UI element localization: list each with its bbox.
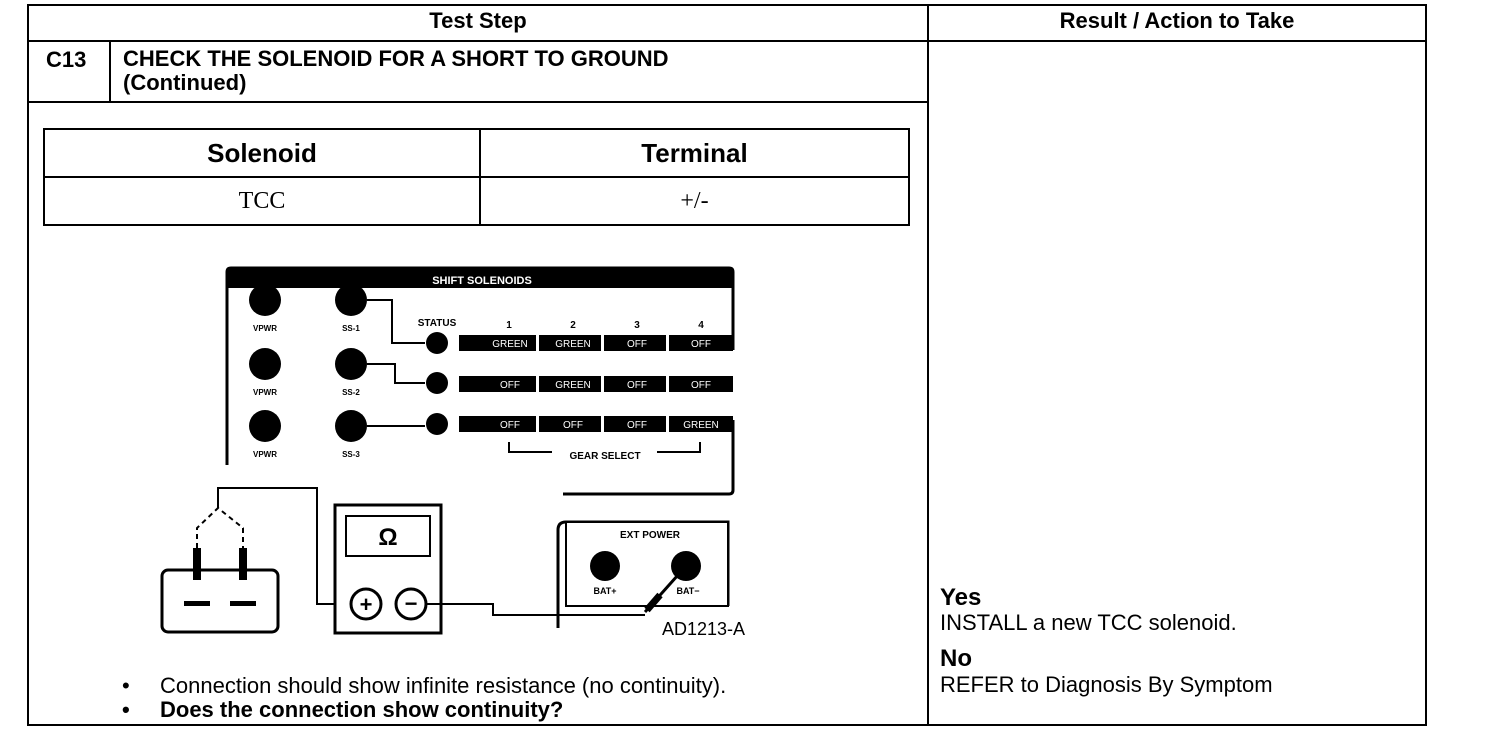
state-row-2 (459, 376, 733, 392)
step-title-line2: (Continued) (123, 70, 247, 95)
state-cell: OFF (691, 339, 711, 350)
vpwr-jack-1[interactable] (249, 284, 281, 316)
ss-label: SS-1 (342, 324, 360, 333)
state-cell: OFF (627, 420, 647, 431)
state-cell: OFF (500, 380, 520, 391)
status-led-2 (426, 372, 448, 394)
cell-terminal: +/- (480, 177, 909, 225)
solenoid-connector (162, 570, 278, 632)
vpwr-jack-2[interactable] (249, 348, 281, 380)
state-cell: GREEN (683, 420, 719, 431)
state-cell: GREEN (492, 339, 528, 350)
ss-label: SS-2 (342, 388, 360, 397)
plus-icon: + (359, 592, 373, 617)
ss1-jack[interactable] (335, 284, 367, 316)
bullet-item-1: • Connection should show infinite resistance (no continuity). (122, 673, 727, 698)
probe-left[interactable] (193, 548, 201, 580)
vpwr-jack-3[interactable] (249, 410, 281, 442)
bullet-text: Does the connection show continuity? (160, 697, 564, 722)
step-code: C13 (46, 47, 87, 72)
minus-icon: − (404, 591, 418, 616)
vpwr-label: VPWR (253, 388, 277, 397)
figure-id: AD1213-A (662, 619, 746, 639)
bat-minus-label: BAT− (676, 586, 700, 596)
ss-label: SS-3 (342, 450, 360, 459)
result-no-text: REFER to Diagnosis By Symptom (940, 672, 1273, 697)
state-cell: OFF (627, 380, 647, 391)
ss2-jack[interactable] (335, 348, 367, 380)
gear-number: 2 (570, 320, 576, 331)
status-led-3 (426, 413, 448, 435)
panel-title: SHIFT SOLENOIDS (432, 275, 532, 287)
cell-solenoid: TCC (44, 177, 480, 225)
bat-plus-jack[interactable] (590, 551, 620, 581)
state-cell: OFF (563, 420, 583, 431)
step-title-line1: CHECK THE SOLENOID FOR A SHORT TO GROUND (123, 46, 669, 71)
gear-select-label: GEAR SELECT (569, 451, 641, 462)
gear-number: 3 (634, 320, 640, 331)
vpwr-label: VPWR (253, 324, 277, 333)
col-header-solenoid: Solenoid (44, 129, 480, 177)
result-no-label: No (940, 645, 972, 672)
gear-number: 1 (506, 320, 512, 331)
ext-power-label: EXT POWER (619, 530, 681, 541)
gear-number: 4 (698, 320, 704, 331)
state-cell: OFF (627, 339, 647, 350)
ss3-jack[interactable] (335, 410, 367, 442)
status-led-1 (426, 332, 448, 354)
header-result-action: Result / Action to Take (1059, 8, 1295, 33)
result-yes-text: INSTALL a new TCC solenoid. (940, 610, 1237, 635)
state-row-1 (459, 335, 733, 351)
bat-plus-label: BAT+ (593, 586, 617, 596)
bullet-item-2: • Does the connection show continuity? (122, 697, 564, 722)
state-cell: OFF (691, 380, 711, 391)
probe-right[interactable] (239, 548, 247, 580)
ohm-symbol: Ω (378, 524, 398, 551)
state-cell: OFF (500, 420, 520, 431)
header-test-step: Test Step (429, 8, 527, 33)
status-label: STATUS (417, 318, 457, 329)
vpwr-label: VPWR (253, 450, 277, 459)
bullet-text: Connection should show infinite resistance (no continuity). (160, 673, 727, 698)
state-cell: GREEN (555, 380, 591, 391)
state-cell: GREEN (555, 339, 591, 350)
result-yes-label: Yes (940, 584, 982, 611)
col-header-terminal: Terminal (480, 129, 909, 177)
state-row-3 (459, 416, 733, 432)
